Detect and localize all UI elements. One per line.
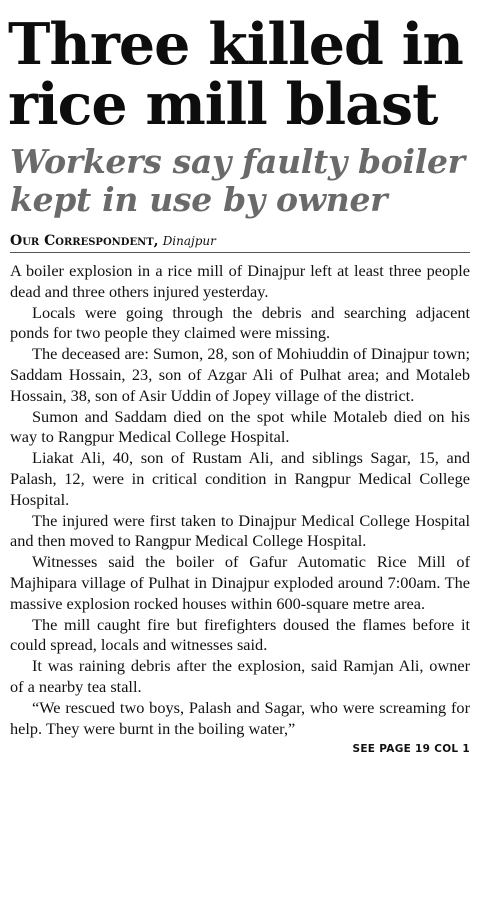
paragraph: It was raining debris after the explosion, said Ramjan Ali, owner of a nearby tea stall. bbox=[10, 656, 470, 696]
byline bbox=[10, 233, 470, 253]
paragraph: Sumon and Saddam died on the spot while Motaleb died on his way to Rangpur Medical College Hospital. bbox=[10, 406, 470, 447]
paragraph: The deceased are: Sumon, 28, son of Mohiuddin of Dinajpur town; Saddam Hossain, 23, son of Azgar Ali of Pulhat area; and Motaleb Hossain, 38, son of Asir Uddin of Jopey village of the district. bbox=[10, 344, 470, 405]
byline-place: Dinajpur bbox=[162, 234, 216, 248]
headline-line-1: Three killed in bbox=[8, 11, 463, 78]
subheadline-line-1: Workers say faulty boiler bbox=[10, 142, 465, 181]
paragraph: The mill caught fire but firefighters doused the flames before it could spread, locals and witnesses said. bbox=[10, 614, 470, 655]
paragraph: Locals were going through the debris and searching adjacent ponds for two people they claimed were missing. bbox=[10, 302, 470, 343]
continuation-line: SEE PAGE 19 COL 1 bbox=[352, 743, 470, 756]
paragraph: The injured were first taken to Dinajpur Medical College Hospital and then moved to Rangpur Medical College Hospital. bbox=[10, 510, 470, 551]
subheadline bbox=[10, 143, 470, 219]
article-body bbox=[10, 261, 470, 739]
subheadline-line-2: kept in use by owner bbox=[10, 180, 388, 219]
paragraph: Liakat Ali, 40, son of Rustam Ali, and siblings Sagar, 15, and Palash, 12, were in critical condition in Rangpur Medical College Hospital. bbox=[10, 448, 470, 509]
headline-line-2: rice mill blast bbox=[8, 71, 438, 138]
paragraph: “We rescued two boys, Palash and Sagar, who were screaming for help. They were burnt in the boiling water,” bbox=[10, 697, 470, 738]
paragraph: Witnesses said the boiler of Gafur Automatic Rice Mill of Majhipara village of Pulhat in Dinajpur exploded around 7:00am. The massive explosion rocked houses within 600-square metre area. bbox=[10, 552, 470, 613]
article bbox=[8, 0, 470, 755]
headline bbox=[8, 11, 470, 138]
paragraph: A boiler explosion in a rice mill of Dinajpur left at least three people dead and three others injured yesterday. bbox=[10, 261, 470, 301]
byline-author: Our Correspondent, bbox=[10, 233, 159, 249]
